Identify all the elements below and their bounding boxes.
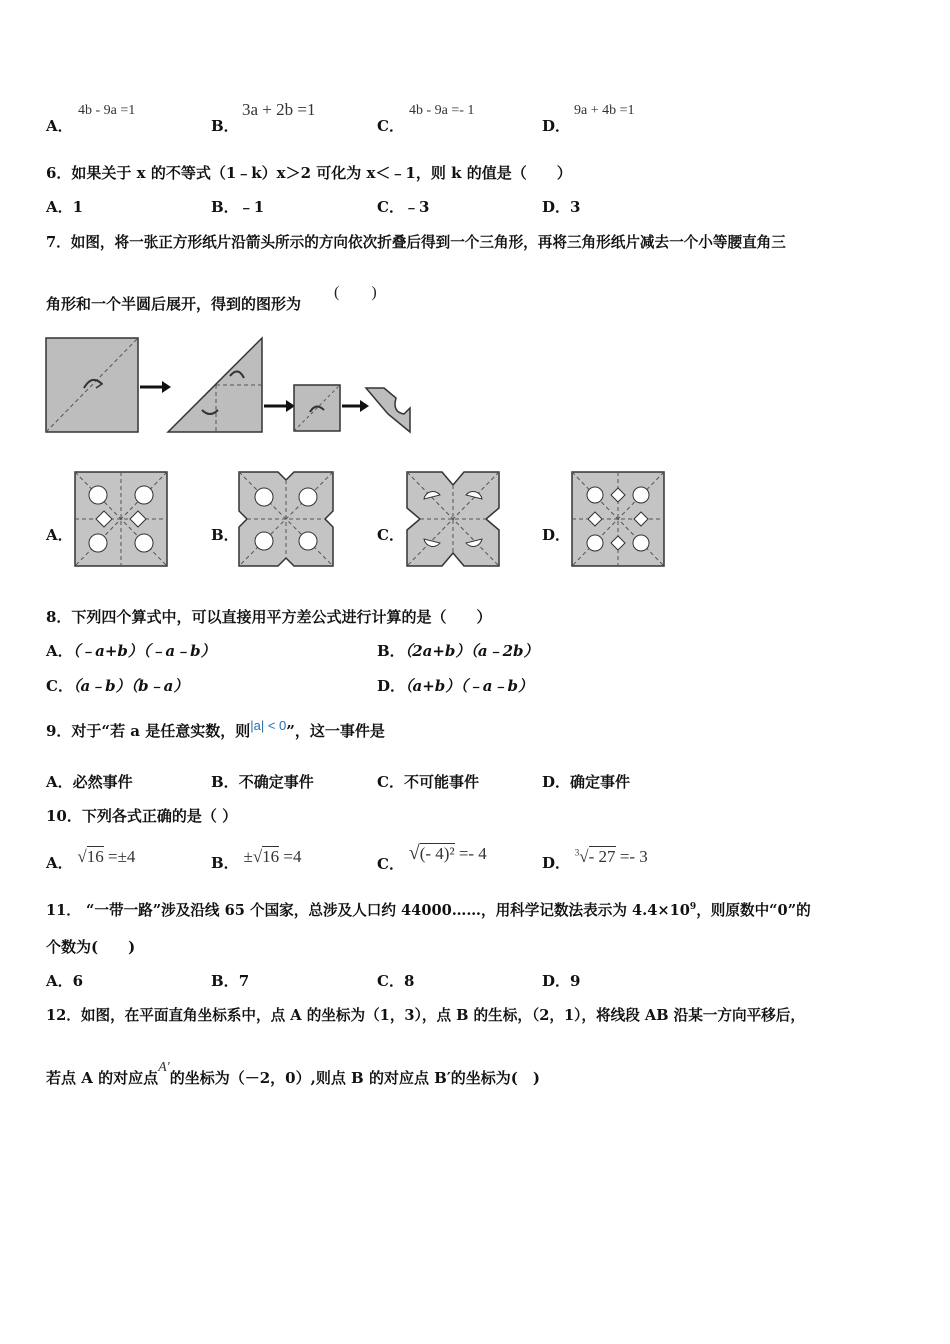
q7-stem-line2: 角形和一个半圆后展开，得到的图形为 [46, 295, 302, 313]
q6-option-a[interactable] [46, 196, 83, 217]
q11-option-d-text: 9 [570, 972, 581, 990]
q8-option-a[interactable] [46, 640, 216, 661]
q7-option-a[interactable] [46, 524, 73, 545]
q10-option-b-label: B． [211, 854, 239, 872]
sqrt-symbol: √ [252, 847, 263, 866]
q11-option-a-label: A． [46, 972, 73, 990]
q10-option-a-radicand: 16 [86, 847, 104, 866]
fold-step-square [46, 338, 138, 432]
q5-option-d-expr: 9a + 4b =1 [574, 103, 635, 118]
sqrt-symbol: √ [77, 847, 87, 866]
q6-option-a-label: A． [46, 198, 73, 216]
q5-option-d[interactable] [542, 103, 692, 133]
sqrt-symbol: √ [408, 842, 420, 864]
q8-option-d-text: （a+b）（﹣a﹣b） [405, 677, 533, 695]
q11-option-d[interactable] [542, 970, 580, 991]
q11-option-b-text: 7 [238, 972, 250, 990]
q9-option-d[interactable] [542, 771, 630, 792]
arrow-3 [342, 400, 369, 412]
q9-stem [46, 720, 385, 741]
q6-option-d-text: 3 [570, 198, 581, 216]
q11-option-c-label: C． [377, 972, 404, 990]
q10-option-c[interactable] [377, 842, 487, 872]
q11-option-b[interactable] [211, 970, 249, 991]
q7-stem-line1: 7．如图，将一张正方形纸片沿箭头所示的方向依次折叠后得到一个三角形，再将三角形纸片减去一个小等腰直角三 [46, 234, 786, 251]
q5-option-b-label: B． [211, 117, 239, 135]
q5-option-c-expr: 4b - 9a =- 1 [409, 103, 475, 118]
q9-option-b[interactable] [211, 771, 314, 792]
q5-option-b[interactable] [211, 100, 361, 133]
q8-option-a-text: （﹣a+b）（﹣a﹣b） [72, 642, 216, 660]
q7-option-b[interactable] [211, 524, 239, 545]
q6-option-a-text: 1 [72, 198, 84, 216]
q10-option-b-pre: ± [243, 847, 253, 866]
q9-option-c-label: C． [377, 773, 404, 791]
q10-option-b[interactable] [211, 846, 302, 872]
q8-option-d[interactable] [377, 675, 533, 696]
q9-option-b-label: B． [211, 773, 239, 791]
q12-stem-line1: 12．如图，在平面直角坐标系中，点 A 的坐标为（1，3），点 B 的生标，（2，1），将线段 AB 沿某一方向平移后， [46, 1007, 805, 1024]
q7-option-d-figure[interactable] [571, 471, 665, 567]
q9-option-a-label: A． [46, 773, 73, 791]
q7-answer-paren: ( ) [334, 284, 377, 301]
q9-stem-post: ”，这一事件是 [286, 722, 385, 740]
q10-option-d-expr [575, 847, 648, 866]
q7-option-c-label: C． [377, 526, 404, 544]
q9-stem-pre: 9．对于“若 a 是任意实数，则 [46, 722, 251, 740]
q5-option-a-label: A． [46, 117, 73, 135]
q8-option-c[interactable] [46, 675, 188, 696]
q9-option-c[interactable] [377, 771, 479, 792]
q10-option-b-expr [243, 846, 301, 866]
q8-option-a-label: A． [46, 642, 73, 660]
q10-option-d-post: =- 3 [615, 847, 648, 866]
fold-step-cut-shape [366, 388, 410, 432]
q7-option-b-label: B． [211, 526, 239, 544]
q10-option-a-label: A． [46, 854, 73, 872]
q8-option-c-label: C． [46, 677, 73, 695]
q5-option-c-label: C． [377, 117, 404, 135]
q6-option-c-label: C． [377, 198, 404, 216]
q9-option-c-text: 不可能事件 [403, 773, 479, 791]
q10-option-a[interactable] [46, 846, 135, 872]
q10-option-c-post: =- 4 [454, 844, 487, 863]
q9-option-d-label: D． [542, 773, 571, 791]
q8-option-b-label: B． [377, 642, 405, 660]
q11-stem-sup: 9 [689, 902, 697, 913]
q6-stem: 6．如果关于 x 的不等式（1﹣k）x＞2 可化为 x＜﹣1，则 k 的值是（ ） [46, 164, 572, 182]
q7-option-d-label: D． [542, 526, 571, 544]
q10-option-c-label: C． [377, 855, 404, 873]
q9-option-b-text: 不确定事件 [238, 773, 314, 791]
q11-option-c[interactable] [377, 970, 414, 991]
q7-option-a-label: A． [46, 526, 73, 544]
arrow-2 [264, 400, 295, 412]
q7-option-b-figure[interactable] [238, 471, 334, 567]
q7-option-a-figure[interactable] [74, 471, 168, 567]
q10-option-d-label: D． [542, 854, 571, 872]
q10-option-d[interactable] [542, 846, 648, 872]
q6-option-d[interactable] [542, 196, 580, 217]
q6-option-b-label: B． [211, 198, 239, 216]
q10-option-d-index: 3 [574, 847, 580, 858]
q11-option-b-label: B． [211, 972, 239, 990]
q12-stem-symbol: A′ [158, 1060, 170, 1075]
q11-stem-post: ，则原数中“0”的 [696, 902, 811, 919]
fold-step-triangle [168, 338, 262, 432]
q11-option-c-text: 8 [403, 972, 415, 990]
q8-option-c-text: （a﹣b）（b﹣a） [72, 677, 189, 695]
q10-option-b-radicand: 16 [262, 847, 280, 866]
q10-option-a-post: =±4 [103, 847, 136, 866]
q11-option-a[interactable] [46, 970, 83, 991]
q5-option-a[interactable] [46, 103, 196, 133]
q6-option-d-label: D． [542, 198, 571, 216]
q10-stem: 10．下列各式正确的是（ ） [46, 807, 238, 825]
q6-option-c[interactable] [377, 196, 429, 217]
q7-option-c[interactable] [377, 524, 404, 545]
q7-option-c-figure[interactable] [406, 471, 500, 567]
q7-option-d[interactable] [542, 524, 570, 545]
q10-option-a-expr [77, 846, 135, 866]
fold-step-small-triangle [294, 385, 340, 431]
q11-stem-line1 [46, 899, 811, 920]
q10-option-c-radicand: (- 4)² [419, 844, 455, 863]
q11-stem-pre: 11． “一带一路”涉及沿线 65 个国家，总涉及人口约 44000……，用科学记数法表示为 4.4×10 [46, 902, 690, 919]
arrow-1 [140, 381, 171, 393]
q12-stem-post: 的坐标为（－2，0）,则点 B 的对应点 B′的坐标为( ) [169, 1069, 540, 1087]
q10-option-b-post: =4 [279, 847, 302, 866]
q9-option-a-text: 必然事件 [72, 773, 133, 791]
q8-option-b[interactable] [377, 640, 539, 661]
q8-stem: 8．下列四个算式中，可以直接用平方差公式进行计算的是（ ） [46, 608, 492, 626]
q12-stem-pre: 若点 A 的对应点 [46, 1069, 159, 1087]
folding-process-figure [44, 336, 416, 436]
q11-option-d-label: D． [542, 972, 571, 990]
q10-option-c-expr [409, 844, 487, 863]
q6-option-b-text: ﹣1 [238, 198, 265, 216]
q9-stem-formula: |a| < 0 [250, 718, 287, 733]
q8-option-b-text: （2a+b）（a﹣2b） [404, 642, 539, 660]
q9-option-a[interactable] [46, 771, 133, 792]
q8-option-d-label: D． [377, 677, 406, 695]
q5-option-c[interactable] [377, 103, 527, 133]
q5-option-d-label: D． [542, 117, 571, 135]
sqrt-symbol: √ [579, 847, 589, 866]
q11-stem-line2: 个数为( ) [46, 938, 136, 956]
q11-option-a-text: 6 [72, 972, 84, 990]
q5-option-b-expr: 3a + 2b =1 [242, 100, 316, 119]
q6-option-c-text: ﹣3 [403, 198, 430, 216]
q5-option-a-expr: 4b - 9a =1 [78, 103, 136, 118]
q10-option-d-radicand: - 27 [588, 847, 616, 866]
q6-option-b[interactable] [211, 196, 264, 217]
q9-option-d-text: 确定事件 [570, 773, 631, 791]
q12-stem-line2 [46, 1060, 540, 1088]
